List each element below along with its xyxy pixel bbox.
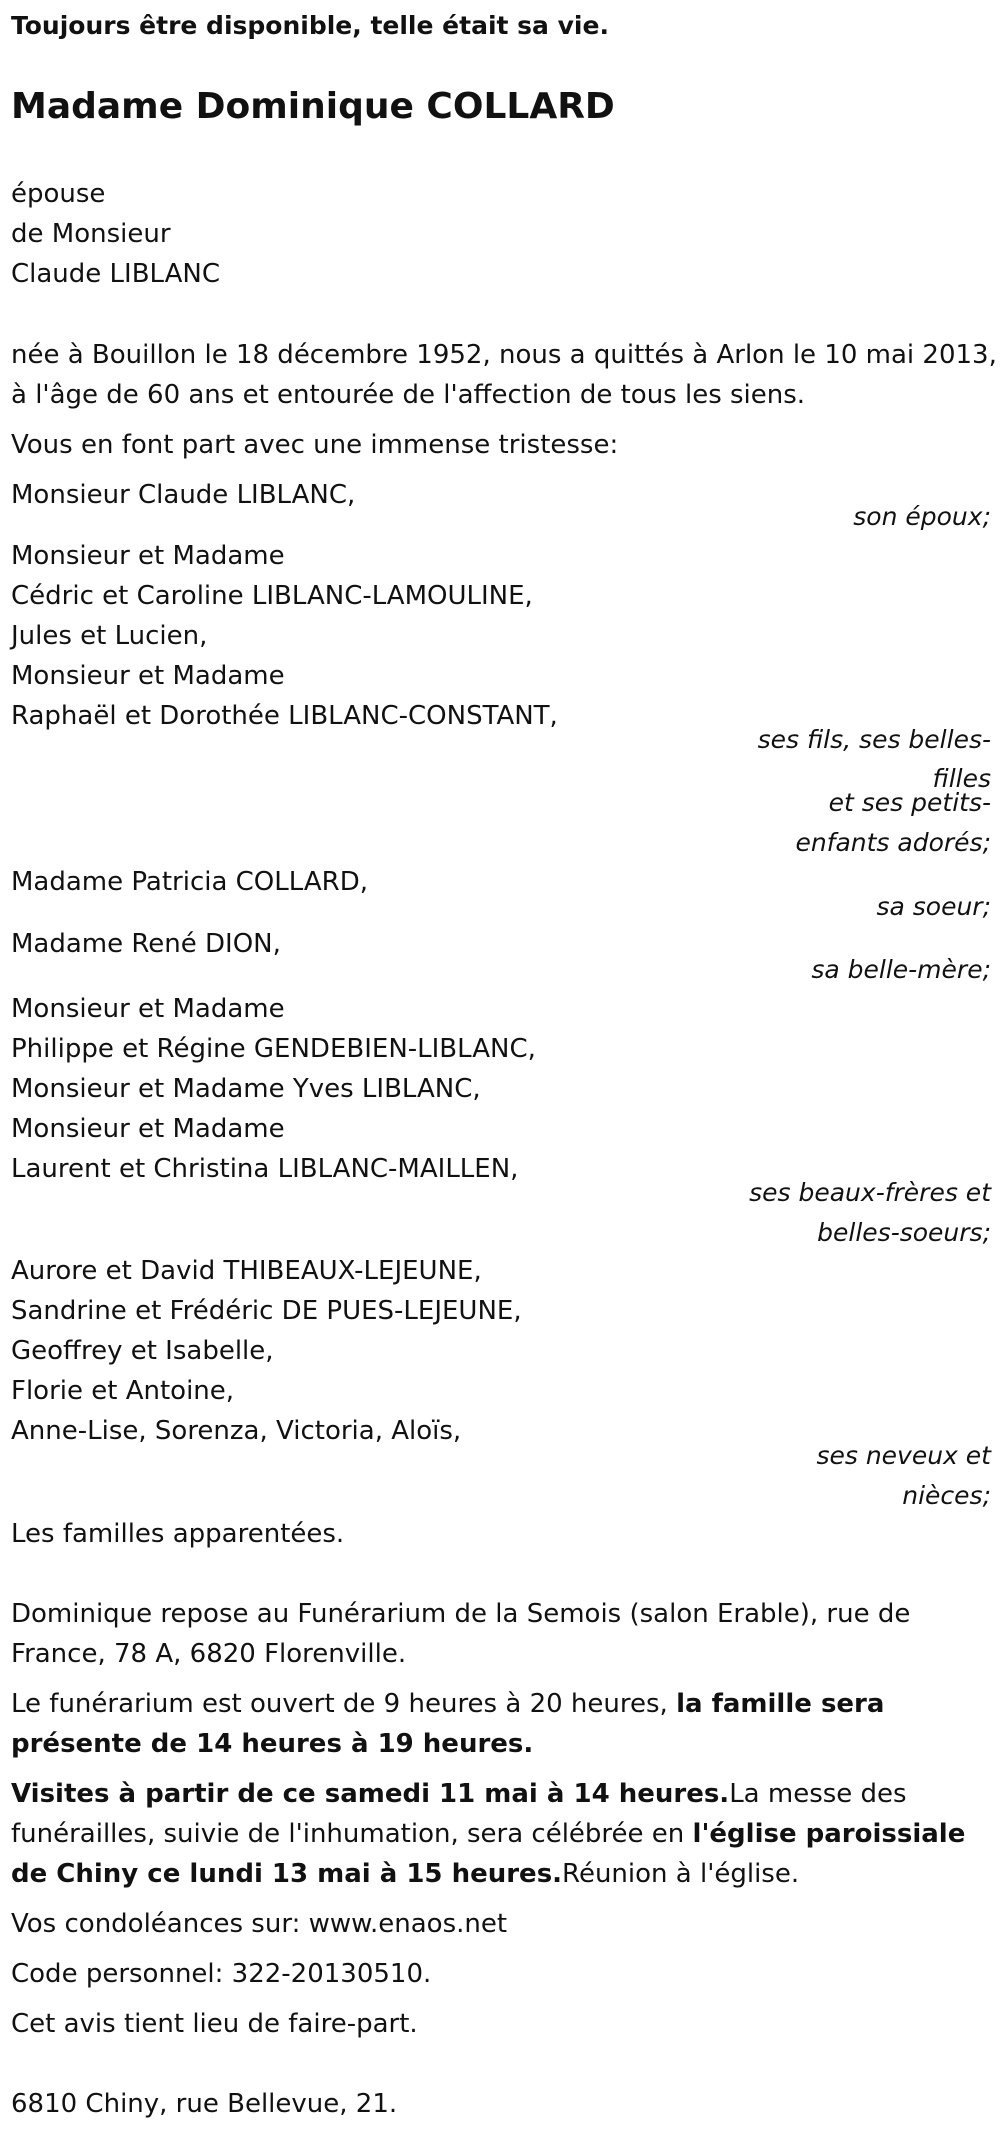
family-name: Aurore et David THIBEAUX-LEJEUNE, <box>11 1256 482 1286</box>
family-relation: belles-soeurs; <box>817 1218 991 1247</box>
family-presence-text: la famille sera <box>676 1689 885 1719</box>
family-name: Monsieur et Madame <box>11 1114 285 1144</box>
related-families: Les familles apparentées. <box>11 1519 345 1549</box>
family-name: Geoffrey et Isabelle, <box>11 1336 274 1366</box>
funeral-text: funérailles, suivie de l'inhumation, sera célébrée en <box>11 1819 693 1849</box>
repose-line: Dominique repose au Funérarium de la Semois (salon Erable), rue de <box>11 1599 911 1629</box>
family-name: Jules et Lucien, <box>11 621 208 651</box>
announcement: Vous en font part avec une immense tristesse: <box>11 430 619 460</box>
notice-line: Cet avis tient lieu de faire-part. <box>11 2009 418 2039</box>
family-relation: ses fils, ses belles- <box>757 725 991 754</box>
condolences-line: Vos condoléances sur: www.enaos.net <box>11 1909 508 1939</box>
family-name: Monsieur Claude LIBLANC, <box>11 480 356 510</box>
funeral-line <box>11 1814 965 1854</box>
visits-line <box>11 1774 907 1814</box>
family-name: Florie et Antoine, <box>11 1376 235 1406</box>
family-relation: ses beaux-frères et <box>749 1178 991 1207</box>
family-name: Monsieur et Madame <box>11 661 285 691</box>
family-presence-line: présente de 14 heures à 19 heures. <box>11 1729 534 1759</box>
family-name: Sandrine et Frédéric DE PUES-LEJEUNE, <box>11 1296 522 1326</box>
page-title: Madame Dominique COLLARD <box>11 86 615 127</box>
personal-code: Code personnel: 322-20130510. <box>11 1959 432 1989</box>
ceremony-line <box>11 1854 799 1894</box>
family-relation: et ses petits- <box>828 788 991 817</box>
mass-text: La messe des <box>729 1779 907 1809</box>
birth-line: à l'âge de 60 ans et entourée de l'affection de tous les siens. <box>11 380 806 410</box>
family-name: Monsieur et Madame <box>11 994 285 1024</box>
visits-text: Visites à partir de ce samedi 11 mai à 14 heures. <box>11 1779 730 1809</box>
family-name: Anne-Lise, Sorenza, Victoria, Aloïs, <box>11 1416 462 1446</box>
family-name: Monsieur et Madame <box>11 541 285 571</box>
family-relation: filles <box>932 764 991 793</box>
repose-line: France, 78 A, 6820 Florenville. <box>11 1639 407 1669</box>
family-name: Monsieur et Madame Yves LIBLANC, <box>11 1074 481 1104</box>
family-relation: sa soeur; <box>876 892 991 921</box>
opening-hours-text: Le funérarium est ouvert de 9 heures à 20 heures, <box>11 1689 677 1719</box>
spouse-line: épouse <box>11 179 106 209</box>
birth-line: née à Bouillon le 18 décembre 1952, nous a quittés à Arlon le 10 mai 2013, <box>11 340 997 370</box>
family-relation: sa belle-mère; <box>811 955 991 984</box>
opening-hours-line <box>11 1684 884 1724</box>
church-text: l'église paroissiale <box>692 1819 966 1849</box>
ceremony-date-text: de Chiny ce lundi 13 mai à 15 heures. <box>11 1859 563 1889</box>
family-name: Philippe et Régine GENDEBIEN-LIBLANC, <box>11 1034 536 1064</box>
family-relation: ses neveux et <box>816 1441 991 1470</box>
family-name: Raphaël et Dorothée LIBLANC-CONSTANT, <box>11 701 558 731</box>
spouse-line: de Monsieur <box>11 219 171 249</box>
motto: Toujours être disponible, telle était sa vie. <box>11 11 609 40</box>
reunion-text: Réunion à l'église. <box>562 1859 800 1889</box>
family-relation: son époux; <box>853 502 991 531</box>
address: 6810 Chiny, rue Bellevue, 21. <box>11 2089 398 2119</box>
spouse-line: Claude LIBLANC <box>11 259 221 289</box>
family-name: Laurent et Christina LIBLANC-MAILLEN, <box>11 1154 519 1184</box>
family-relation: enfants adorés; <box>795 828 991 857</box>
family-name: Madame René DION, <box>11 929 281 959</box>
family-name: Cédric et Caroline LIBLANC-LAMOULINE, <box>11 581 533 611</box>
family-relation: nièces; <box>902 1481 991 1510</box>
family-name: Madame Patricia COLLARD, <box>11 867 368 897</box>
